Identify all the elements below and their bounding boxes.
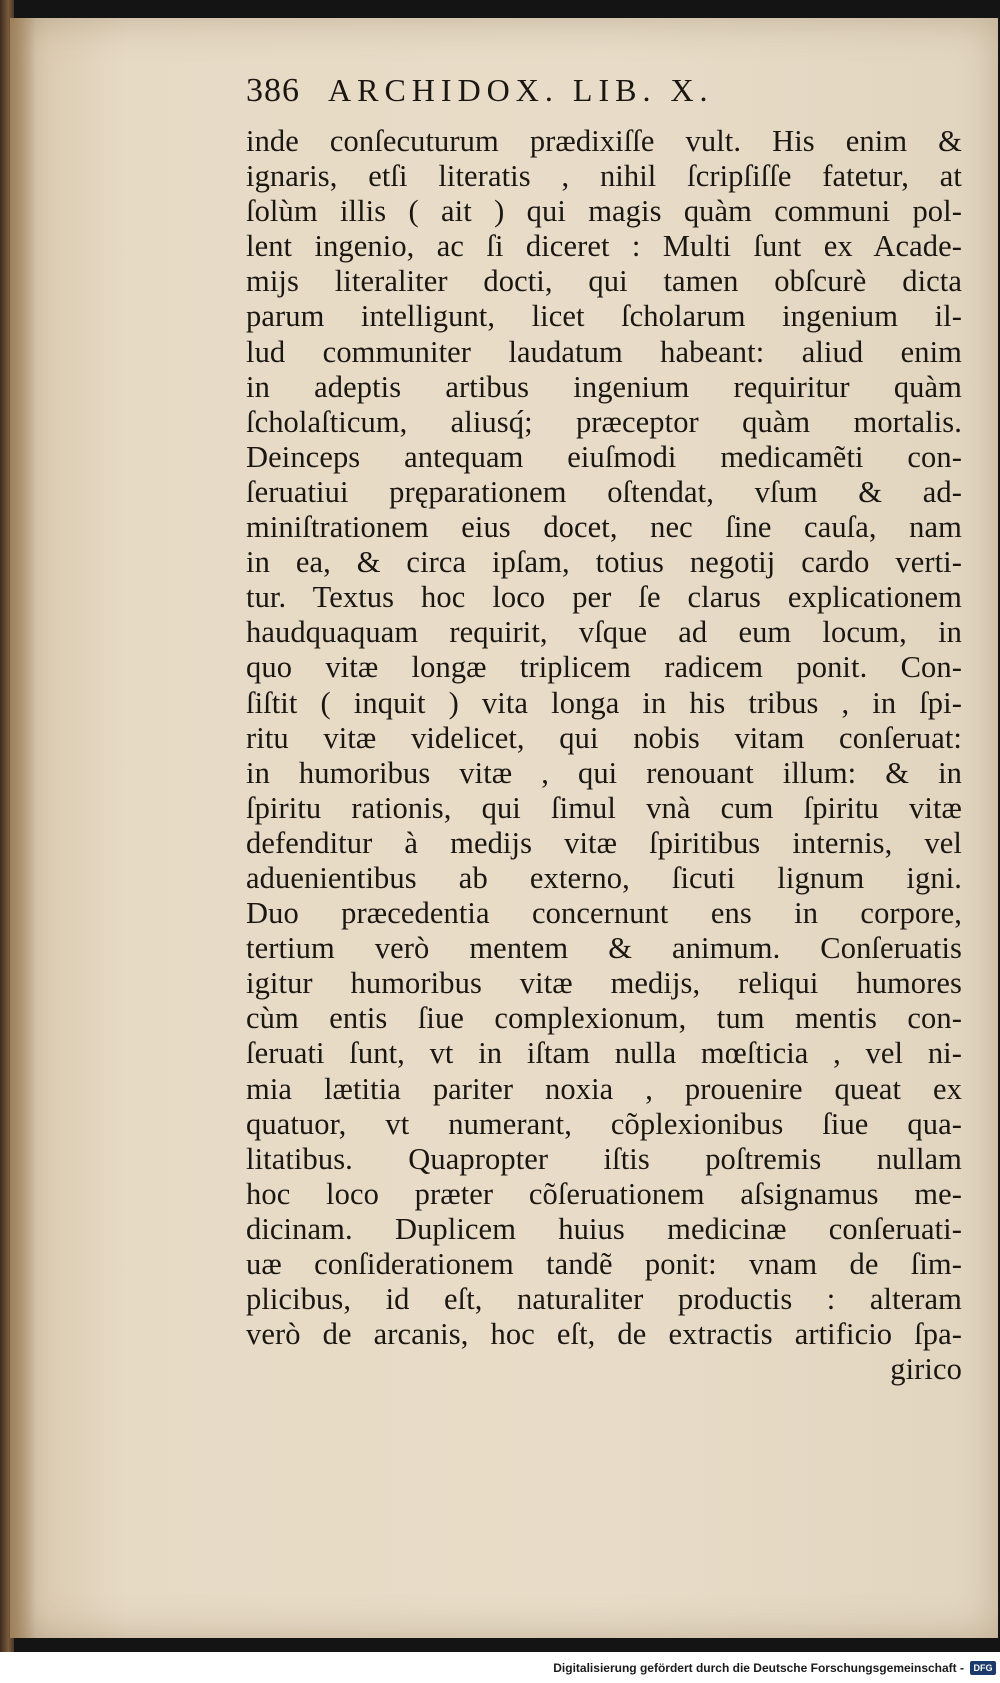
text-line: in ea, & circa ipſam, totius negotij cardo verti- [246, 545, 962, 580]
text-line: plicibus, id eſt, naturaliter productis : alteram [246, 1282, 962, 1317]
text-line: lud communiter laudatum habeant: aliud enim [246, 334, 962, 369]
text-line: tertium verò mentem & animum. Conſeruatis [246, 931, 962, 966]
text-line: quo vitæ longæ triplicem radicem ponit. Con- [246, 650, 962, 685]
text-line: tur. Textus hoc loco per ſe clarus explicationem [246, 580, 962, 615]
text-line: miniſtrationem eius docet, nec ſine cauſa, nam [246, 510, 962, 545]
footer-bar [0, 1652, 1000, 1683]
text-line: inde conſecuturum prædixiſſe vult. His enim & [246, 124, 962, 158]
text-line: ſeruati ſunt, vt in iſtam nulla mœſticia , vel ni- [246, 1036, 962, 1071]
page-header [246, 72, 846, 116]
dfg-logo-icon: DFG [970, 1661, 996, 1675]
text-line: in adeptis artibus ingenium requiritur quàm [246, 369, 962, 404]
text-line: litatibus. Quapropter iſtis poſtremis nullam [246, 1141, 962, 1176]
text-line: quatuor, vt numerant, cõplexionibus ſiue qua- [246, 1106, 962, 1141]
text-line: cùm entis ſiue complexionum, tum mentis con- [246, 1001, 962, 1036]
page-gutter-shadow [10, 18, 36, 1638]
text-line: mijs literaliter docti, qui tamen obſcurè dicta [246, 264, 962, 299]
text-line: ſeruatiui pręparationem oſtendat, vſum & ad- [246, 474, 962, 509]
text-line: ſolùm illis ( ait ) qui magis quàm communi pol- [246, 194, 962, 229]
text-line: lent ingenio, ac ſi diceret : Multi ſunt ex Acade- [246, 229, 962, 264]
page-number: 386 [246, 72, 300, 109]
text-line: Duo præcedentia concernunt ens in corpore, [246, 896, 962, 931]
text-line: mia lætitia pariter noxia , prouenire queat ex [246, 1071, 962, 1106]
text-line: igitur humoribus vitæ medijs, reliqui humores [246, 966, 962, 1001]
text-line: ſcholaſticum, aliusq́; præceptor quàm mortalis. [246, 404, 962, 439]
text-line: haudquaquam requirit, vſque ad eum locum, in [246, 615, 962, 650]
catchword: girico [890, 1352, 962, 1387]
text-line: dicinam. Duplicem huius medicinæ conſeruati- [246, 1211, 962, 1246]
text-line: ſpiritu rationis, qui ſimul vnà cum ſpiritu vitæ [246, 790, 962, 825]
text-line: verò de arcanis, hoc eſt, de extractis artificio ſpa- [246, 1317, 962, 1352]
text-line: uæ conſiderationem tandẽ ponit: vnam de ſim- [246, 1247, 962, 1281]
text-line: parum intelligunt, licet ſcholarum ingenium il- [246, 299, 962, 334]
text-line: ritu vitæ videlicet, qui nobis vitam conſeruat: [246, 720, 962, 755]
running-head: ARCHIDOX. LIB. X. [328, 72, 714, 108]
text-line: Deinceps antequam eiuſmodi medicamẽti con- [246, 439, 962, 474]
footer-credit: Digitalisierung gefördert durch die Deutsche Forschungsgemeinschaft - [553, 1660, 964, 1675]
body-text [246, 124, 962, 1387]
text-line: in humoribus vitæ , qui renouant illum: & in [246, 755, 962, 790]
text-line: hoc loco præter cõſeruationem aſsignamus me- [246, 1176, 962, 1211]
text-line: defenditur à medijs vitæ ſpiritibus internis, vel [246, 825, 962, 860]
text-line: aduenientibus ab externo, ſicuti lignum igni. [246, 860, 962, 895]
text-line: ſiſtit ( inquit ) vita longa in his tribus , in ſpi- [246, 685, 962, 720]
text-line: ignaris, etſi literatis , nihil ſcripſiſſe fatetur, at [246, 159, 962, 194]
